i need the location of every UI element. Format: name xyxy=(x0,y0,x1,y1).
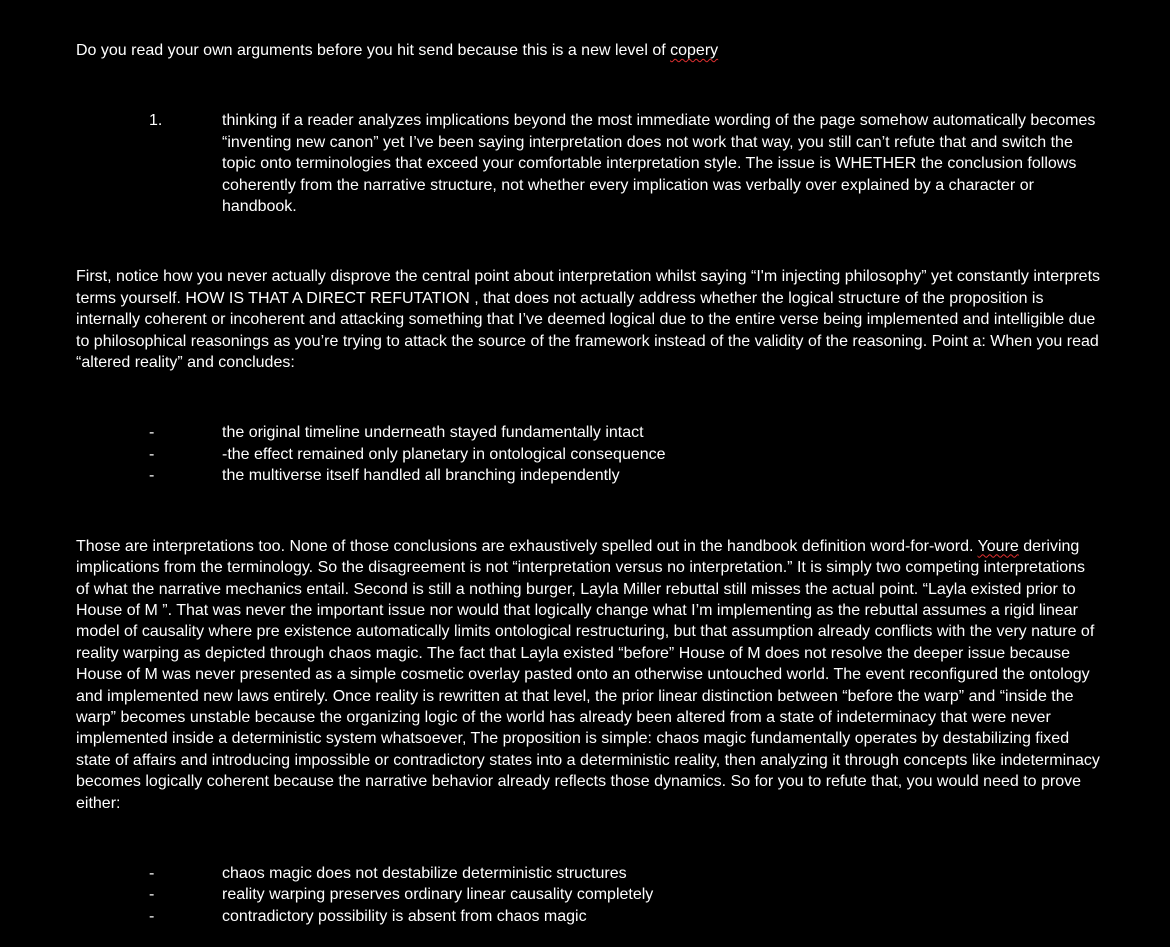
list-item xyxy=(76,884,1100,905)
list-dash: - xyxy=(149,886,155,904)
list-item-text: -the effect remained only planetary in ontological consequence xyxy=(222,445,666,463)
list-item xyxy=(76,906,1100,927)
list-item xyxy=(76,110,1100,217)
list-dash: - xyxy=(149,424,155,442)
dash-list xyxy=(76,863,1100,927)
misspelled-word[interactable]: Youre xyxy=(977,537,1019,555)
list-item-text: the original timeline underneath stayed fundamentally intact xyxy=(222,424,644,442)
list-dash: - xyxy=(149,445,155,463)
list-dash: - xyxy=(149,864,155,882)
document-body xyxy=(76,40,1100,927)
list-number: 1. xyxy=(149,112,163,130)
intro-line xyxy=(76,40,1100,61)
list-item-text: reality warping preserves ordinary linear causality completely xyxy=(222,886,654,904)
list-item xyxy=(76,422,1100,443)
intro-text: Do you read your own arguments before you hit send because this is a new level of xyxy=(76,42,671,59)
numbered-list xyxy=(76,110,1100,217)
paragraph-text: Those are interpretations too. None of those conclusions are exhaustively spelled out in the handbook definition word-for-word. xyxy=(76,537,978,555)
list-item xyxy=(76,465,1100,486)
paragraph: First, notice how you never actually disprove the central point about interpretation whilst saying “I'm injecting philosophy” yet constantly interprets terms yourself. HOW IS THAT A DIRECT REFUTATION , that does not actually address whether the logical structure of the proposition is internally coherent or incoherent and attacking something that I’ve deemed logical due to the entire verse being implemented and intelligible due to philosophical reasonings as you’re trying to attack the source of the framework instead of the validity of the reasoning. Point a: When you read “altered reality” and concludes: xyxy=(76,268,1101,372)
paragraph xyxy=(76,536,1100,814)
list-item-text: chaos magic does not destabilize deterministic structures xyxy=(222,864,627,882)
list-item xyxy=(76,444,1100,465)
list-item-text: the multiverse itself handled all branching independently xyxy=(222,467,620,485)
list-item-text: contradictory possibility is absent from chaos magic xyxy=(222,907,587,925)
paragraph-text: deriving implications from the terminology. So the disagreement is not “interpretation versus no interpretation.” It is simply two competing interpretations of what the narrative mechanics entail. Second is still a nothing burger, Layla Miller rebuttal still misses the actual point. “Layla existed prior to House of M ”. That was never the important issue nor would that logically change what I’m implementing as the rebuttal assumes a rigid linear model of causality where pre existence automatically limits ontological restructuring, but that assumption already conflicts with the very nature of reality warping as depicted through chaos magic. The fact that Layla existed “before” House of M does not resolve the deeper issue because House of M was never presented as a simple cosmetic overlay pasted onto an otherwise untouched world. The event reconfigured the ontology and implemented new laws entirely. Once reality is rewritten at that level, the prior linear distinction between “before the warp” and “inside the warp” becomes unstable because the organizing logic of the world has already been altered from a state of indeterminacy that were never implemented inside a deterministic system whatsoever, The proposition is simple: chaos magic fundamentally operates by destabilizing fixed state of affairs and introducing impossible or contradictory states into a deterministic reality, then analyzing it through concepts like indeterminacy becomes logically coherent because the narrative behavior already reflects those dynamics. So for you to refute that, you would need to prove either: xyxy=(76,537,1100,812)
dash-list xyxy=(76,422,1100,486)
list-dash: - xyxy=(149,467,155,485)
list-dash: - xyxy=(149,907,155,925)
list-item-text: thinking if a reader analyzes implications beyond the most immediate wording of the page somehow automatically becomes “inventing new canon” yet I’ve been saying interpretation does not work that way, you still can’t refute that and switch the topic onto terminologies that exceed your comfortable interpretation style. The issue is WHETHER the conclusion follows coherently from the narrative structure, not whether every implication was verbally over explained by a character or handbook. xyxy=(222,112,1096,216)
misspelled-word[interactable]: copery xyxy=(670,42,719,59)
list-item xyxy=(76,863,1100,884)
